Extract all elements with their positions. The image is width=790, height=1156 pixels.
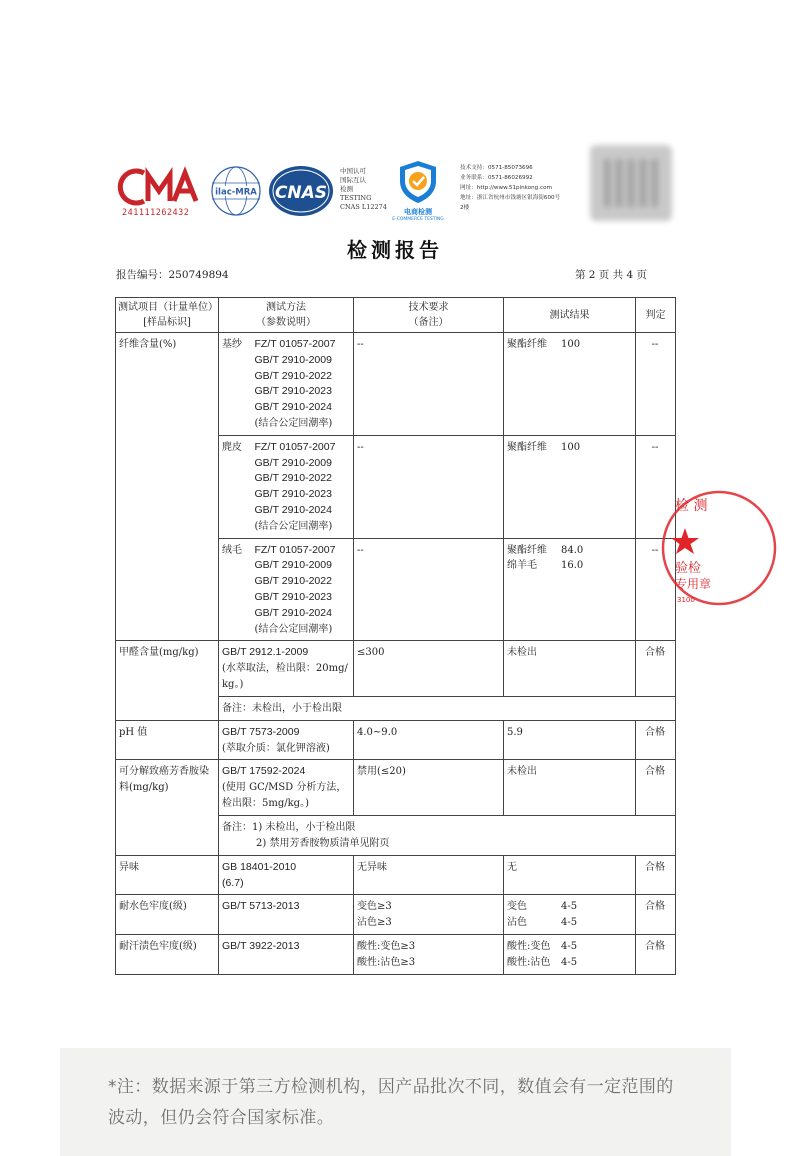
note-cell: 备注：未检出，小于检出限	[219, 696, 676, 720]
part-label: 绒毛	[219, 538, 252, 641]
test-results-table	[115, 297, 676, 975]
contact-line: 业务联系：0571-86026992	[460, 175, 533, 181]
result-cell: 聚酯纤维 84.0 绵羊毛 16.0	[504, 538, 636, 641]
header-verdict: 判定	[636, 298, 676, 333]
requirement-cell: 无异味	[354, 855, 504, 895]
result-cell: 无	[504, 855, 636, 895]
table-row	[116, 935, 676, 975]
cma-number: 241111262432	[122, 208, 190, 218]
cnas-description: 中国认可 国际互认 检测 TESTING CNAS L12274	[340, 167, 387, 211]
svg-text:检 测: 检 测	[675, 498, 708, 514]
stamp-star-icon	[671, 528, 699, 554]
method-cell: GB/T 2912.1-2009 (水萃取法，检出限：20mg/ kg。)	[219, 641, 354, 696]
requirement-cell: 酸性:变色≥3 酸性:沾色≥3	[354, 935, 504, 975]
certification-logos	[118, 155, 678, 225]
ilac-mra-logo	[210, 165, 262, 221]
disclaimer-note: *注：数据来源于第三方检测机构，因产品批次不同，数值会有一定范围的波动，但仍会符合国家标准。	[60, 1048, 731, 1156]
verdict-cell: 合格	[636, 720, 676, 760]
table-row	[116, 855, 676, 895]
cnas-text: CNAS	[274, 183, 328, 203]
blurred-qr-code	[590, 145, 672, 221]
verdict-cell: 合格	[636, 935, 676, 975]
contact-line: 2楼	[460, 205, 470, 211]
svg-text:验检: 验检	[675, 561, 702, 576]
ecommerce-en-label: E-COMMERCE TESTING	[392, 217, 444, 222]
svg-text:3100: 3100	[677, 596, 695, 604]
cma-logo	[122, 167, 200, 218]
contact-line: 技术支持：0571-85073696	[460, 165, 533, 171]
shield-check-icon	[396, 159, 440, 205]
verdict-cell: 合格	[636, 895, 676, 935]
requirement-cell: --	[354, 435, 504, 538]
requirement-cell: --	[354, 538, 504, 641]
result-cell: 未检出	[504, 760, 636, 815]
header-method: 测试方法 （参数说明）	[219, 298, 354, 333]
fiber-item-label: 纤维含量(%)	[116, 333, 219, 641]
verdict-cell: --	[636, 538, 676, 641]
verdict-cell: 合格	[636, 641, 676, 696]
table-row	[116, 641, 676, 696]
method-cell: FZ/T 01057-2007 GB/T 2910-2009 GB/T 2910-2022 GB/T 2910-2023 GB/T 2910-2024 (结合公定回潮率)	[252, 435, 354, 538]
result-cell: 酸性:变色 4-5 酸性:沾色 4-5	[504, 935, 636, 975]
header-result: 测试结果	[504, 298, 636, 333]
table-header-row	[116, 298, 676, 333]
ecommerce-cn-label: 电商检测	[404, 208, 432, 216]
method-cell: GB 18401-2010 (6.7)	[219, 855, 354, 895]
requirement-cell: 变色≥3 沾色≥3	[354, 895, 504, 935]
official-stamp	[671, 488, 712, 608]
method-cell: GB/T 5713-2013	[219, 895, 354, 935]
cnas-mark-icon	[268, 165, 334, 217]
result-cell: 聚酯纤维 100	[504, 333, 636, 436]
verdict-cell: 合格	[636, 855, 676, 895]
note-cell: 备注：1) 未检出，小于检出限 2) 禁用芳香胺物质清单见附页	[219, 815, 676, 855]
table-row	[116, 895, 676, 935]
method-cell: GB/T 3922-2013	[219, 935, 354, 975]
amine-item-label: 可分解致癌芳香胺染料(mg/kg)	[116, 760, 219, 855]
method-cell: GB/T 7573-2009 (萃取介质：氯化钾溶液)	[219, 720, 354, 760]
part-label: 麂皮	[219, 435, 252, 538]
formaldehyde-item-label: 甲醛含量(mg/kg)	[116, 641, 219, 720]
stamp-seal-icon	[671, 488, 731, 608]
part-label: 基纱	[219, 333, 252, 436]
cma-mark-icon	[122, 167, 200, 207]
header-item: 测试项目（计量单位） [样品标识]	[116, 298, 219, 333]
result-cell: 5.9	[504, 720, 636, 760]
requirement-cell: ≤300	[354, 641, 504, 696]
requirement-cell: 禁用(≤20)	[354, 760, 504, 815]
contact-line: 网址：http://www.51pinkong.com	[460, 185, 552, 191]
contact-info	[460, 163, 590, 213]
method-cell: FZ/T 01057-2007 GB/T 2910-2009 GB/T 2910-2022 GB/T 2910-2023 GB/T 2910-2024 (结合公定回潮率)	[252, 538, 354, 641]
table-row	[116, 760, 676, 815]
verdict-cell: --	[636, 333, 676, 436]
contact-line: 地址：浙江省杭州市钱塘区银海街600号	[460, 195, 561, 201]
table-row	[116, 333, 676, 436]
page-indicator: 第 2 页 共 4 页	[574, 269, 647, 281]
result-cell: 变色 4-5 沾色 4-5	[504, 895, 636, 935]
ph-item-label: pH 值	[116, 720, 219, 760]
sweat-fastness-item-label: 耐汗渍色牢度(级)	[116, 935, 219, 975]
result-cell: 未检出	[504, 641, 636, 696]
report-number: 报告编号：250749894	[116, 269, 229, 281]
ilac-text: ilac-MRA	[215, 187, 257, 198]
water-fastness-item-label: 耐水色牢度(级)	[116, 895, 219, 935]
method-cell: FZ/T 01057-2007 GB/T 2910-2009 GB/T 2910-2022 GB/T 2910-2023 GB/T 2910-2024 (结合公定回潮率)	[252, 333, 354, 436]
table-row	[116, 720, 676, 760]
result-cell: 聚酯纤维 100	[504, 435, 636, 538]
verdict-cell: --	[636, 435, 676, 538]
verdict-cell: 合格	[636, 760, 676, 815]
odor-item-label: 异味	[116, 855, 219, 895]
ecommerce-testing-logo	[388, 159, 448, 222]
method-cell: GB/T 17592-2024 (使用 GC/MSD 分析方法， 检出限：5mg/kg。)	[219, 760, 354, 815]
report-title: 检测报告	[347, 238, 443, 262]
requirement-cell: 4.0~9.0	[354, 720, 504, 760]
cnas-logo	[268, 165, 334, 221]
requirement-cell: --	[354, 333, 504, 436]
ilac-globe-icon	[210, 165, 262, 217]
header-requirement: 技术要求 （备注）	[354, 298, 504, 333]
svg-text:专用章: 专用章	[675, 577, 712, 591]
